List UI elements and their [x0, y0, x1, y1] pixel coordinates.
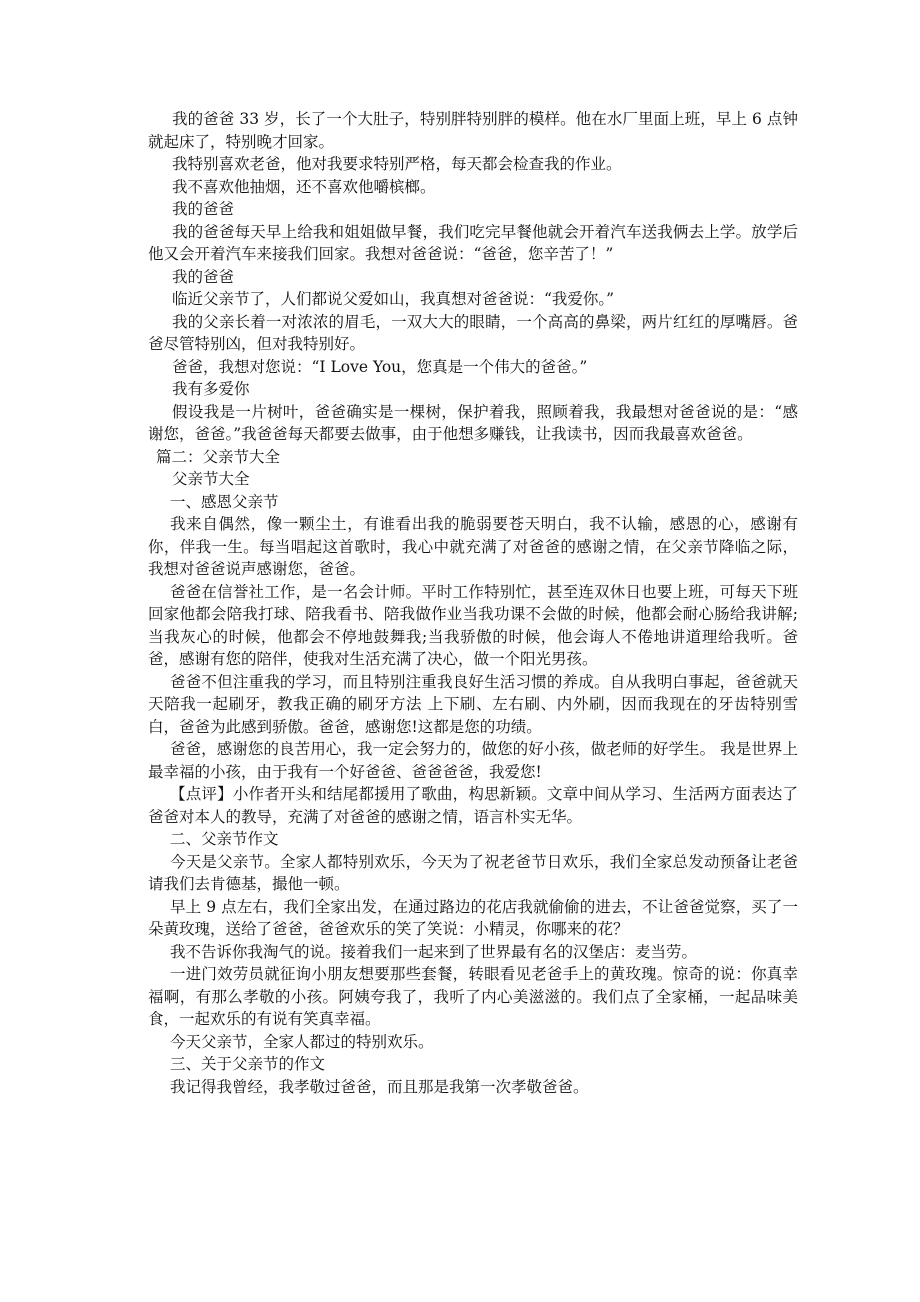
document-body [148, 108, 798, 1098]
paragraph-1: 我的爸爸 33 岁，长了一个大肚子，特别胖特别胖的模样。他在水厂里面上班，早上 6 点钟就起床了，特别晚才回家。 [148, 110, 798, 151]
section-heading-2: 二、父亲节作文 [170, 830, 279, 848]
paragraph-9: 爸爸，我想对您说：“I Love You，您真是一个伟大的爸爸。” [172, 357, 588, 376]
paragraph-18: 爸爸，感谢您的良苦用心，我一定会努力的，做您的好小孩，做老师的好学生。 我是世界上最幸福的小孩，由于我有一个好爸爸、爸爸爸爸，我爱您! [148, 740, 798, 781]
paragraph-23: 我不告诉你我淘气的说。接着我们一起来到了世界最有名的汉堡店：麦当劳。 [170, 942, 698, 961]
paragraph-27: 我记得我曾经，我孝敬过爸爸，而且那是我第一次孝敬爸爸。 [170, 1077, 589, 1096]
paragraph-5: 我的爸爸每天早上给我和姐姐做早餐，我们吃完早餐他就会开着汽车送我俩去上学。放学后他又会开着汽车来接我们回家。我想对爸爸说：“爸爸，您辛苦了！” [148, 222, 798, 263]
section-heading-3: 三、关于父亲节的作文 [170, 1055, 326, 1073]
section-heading-my-dad-1: 我的爸爸 [172, 200, 235, 218]
comment-paragraph: 【点评】小作者开头和结尾都援用了歌曲，构思新颖。文章中间从学习、生活两方面表达了爸爸对本人的教导，充满了对爸爸的感谢之情，语言朴实无华。 [148, 785, 798, 826]
paragraph-3: 我不喜欢他抽烟，还不喜欢他嚼槟榔。 [172, 177, 436, 196]
paragraph-22: 早上 9 点左右，我们全家出发，在通过路边的花店我就偷偷的进去，不让爸爸觉察，买了一朵黄玫瑰，送给了爸爸，爸爸欢乐的笑了笑说：小精灵，你哪来的花？ [148, 897, 798, 938]
collection-title: 父亲节大全 [172, 470, 250, 488]
part-two-heading: 篇二：父亲节大全 [156, 447, 281, 466]
paragraph-11: 假设我是一片树叶，爸爸确实是一棵树，保护着我，照顾着我，我最想对爸爸说的是：“感谢您，爸爸。”我爸爸每天都要去做事，由于他想多赚钱，让我读书，因而我最喜欢爸爸。 [148, 402, 798, 443]
section-heading-how-much-i-love-you: 我有多爱你 [172, 380, 250, 398]
paragraph-21: 今天是父亲节。全家人都特别欢乐，今天为了祝老爸节日欢乐，我们全家总发动预备让老爸请我们去肯德基，撮他一顿。 [148, 852, 798, 893]
paragraph-2: 我特别喜欢老爸，他对我要求特别严格，每天都会检查我的作业。 [172, 155, 622, 173]
paragraph-24: 一进门效劳员就征询小朋友想要那些套餐，转眼看见老爸手上的黄玫瑰。惊奇的说：你真幸福啊，有那么孝敬的小孩。阿姨夸我了，我听了内心美滋滋的。我们点了全家桶，一起品味美食，一起欢乐的有说有笑真幸福。 [148, 965, 798, 1028]
paragraph-7: 临近父亲节了，人们都说父爱如山，我真想对爸爸说：“我爱你。” [172, 290, 615, 308]
paragraph-15: 我来自偶然，像一颗尘土，有谁看出我的脆弱要苍天明白，我不认输，感恩的心，感谢有你，伴我一生。每当唱起这首歌时，我心中就充满了对爸爸的感谢之情，在父亲节降临之际，我想对爸爸说声感谢您，爸爸。 [148, 515, 798, 578]
section-heading-1: 一、感恩父亲节 [170, 492, 279, 511]
paragraph-17: 爸爸不但注重我的学习，而且特别注重我良好生活习惯的养成。自从我明白事起，爸爸就天天陪我一起刷牙，教我正确的刷牙方法 上下刷、左右刷、内外刷，因而我现在的牙齿特别雪白，爸爸为此感到骄傲。爸爸，感谢您!这都是您的功绩。 [148, 672, 798, 736]
paragraph-8: 我的父亲长着一对浓浓的眉毛，一双大大的眼睛，一个高高的鼻梁，两片红红的厚嘴唇。爸爸尽管特别凶，但对我特别好。 [148, 312, 798, 353]
paragraph-25: 今天父亲节，全家人都过的特别欢乐。 [170, 1032, 434, 1051]
section-heading-my-dad-2: 我的爸爸 [172, 267, 235, 286]
paragraph-16: 爸爸在信誉社工作，是一名会计师。平时工作特别忙，甚至连双休日也要上班，可每天下班回家他都会陪我打球、陪我看书、陪我做作业当我功课不会做的时候，他都会耐心肠给我讲解;当我灰心的时候，他都会不停地鼓舞我;当我骄傲的时候，他会诲人不倦地讲道理给我听。爸爸，感谢有您的陪伴，使我对生活充满了决心，做一个阳光男孩。 [148, 582, 798, 668]
